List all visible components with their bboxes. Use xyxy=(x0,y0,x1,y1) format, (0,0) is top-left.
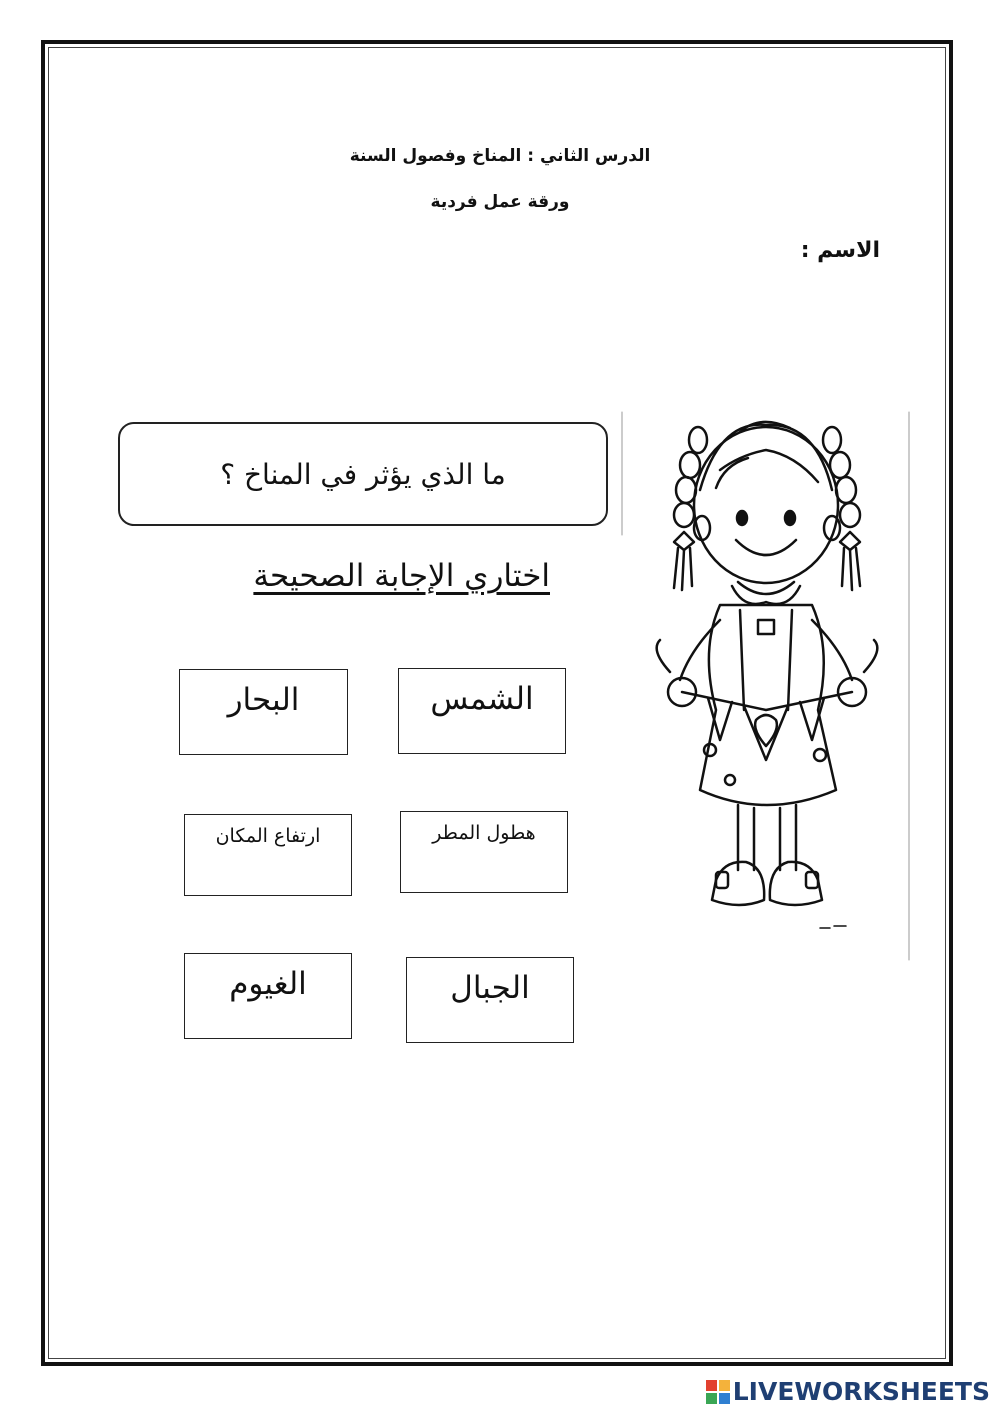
answer-label: ارتفاع المكان xyxy=(215,825,321,847)
lesson-title: الدرس الثاني : المناخ وفصول السنة xyxy=(349,146,651,166)
answer-label: الشمس xyxy=(430,681,534,717)
answer-label: هطول المطر xyxy=(432,822,536,844)
question-text: ما الذي يؤثر في المناخ ؟ xyxy=(220,457,506,491)
answer-option-clouds[interactable] xyxy=(184,953,352,1039)
student-name-label: الاسم : xyxy=(800,238,880,263)
answer-label: الغيوم xyxy=(229,966,307,1002)
answer-option-mountains[interactable] xyxy=(406,957,574,1043)
answer-option-seas[interactable] xyxy=(179,669,348,755)
instruction-heading: اختاري الإجابة الصحيحة xyxy=(253,558,550,594)
watermark-text: LIVEWORKSHEETS xyxy=(732,1377,990,1406)
liveworksheets-logo-icon xyxy=(706,1380,730,1404)
girl-illustration xyxy=(620,410,912,962)
answer-label: الجبال xyxy=(450,970,530,1006)
answer-label: البحار xyxy=(227,682,300,718)
answer-option-sun[interactable] xyxy=(398,668,566,754)
answer-option-rainfall[interactable] xyxy=(400,811,568,893)
worksheet-type: ورقة عمل فردية xyxy=(430,192,570,212)
liveworksheets-watermark xyxy=(706,1377,990,1406)
question-box xyxy=(118,422,608,526)
answer-option-altitude[interactable] xyxy=(184,814,352,896)
